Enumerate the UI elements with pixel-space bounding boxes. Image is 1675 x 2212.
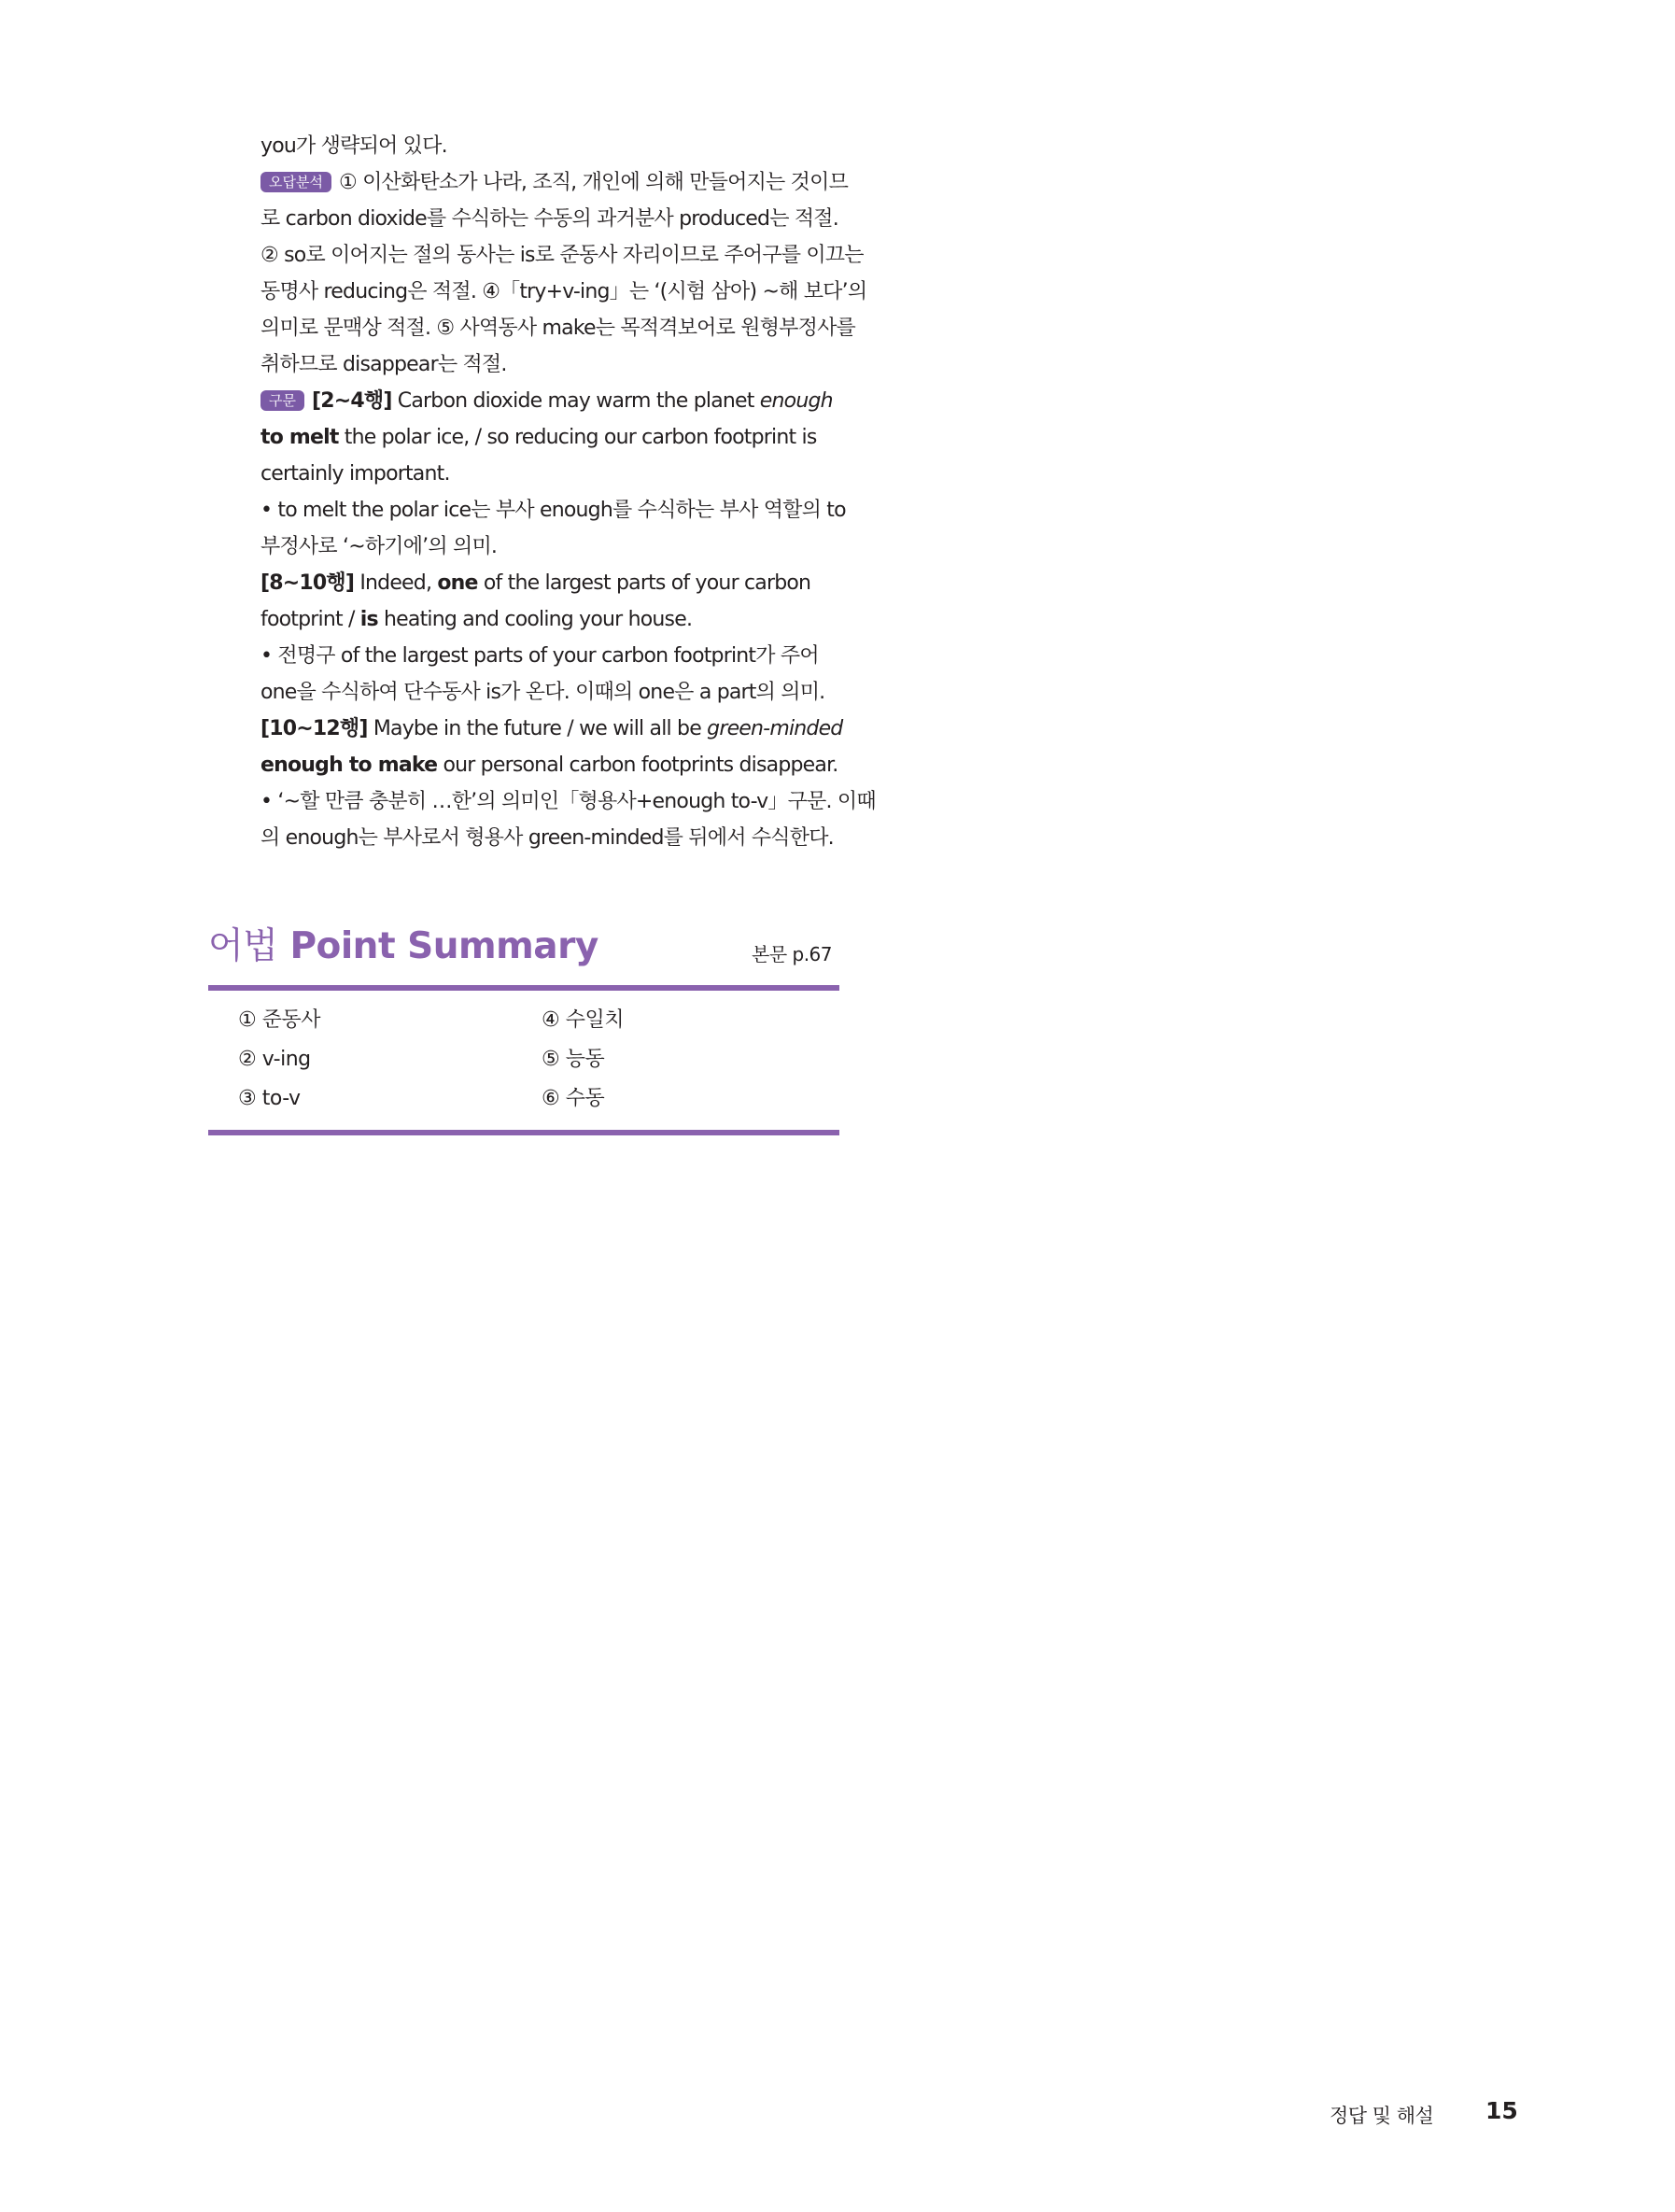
summary-item: ④ 수일치 (542, 1008, 624, 1032)
text: our personal carbon footprints disappear. (437, 754, 838, 777)
text: • to melt the polar ice는 부사 enough를 수식하는 부사 역할의 to (260, 499, 846, 522)
text-line (260, 164, 849, 201)
text: one을 수식하여 단수동사 is가 온다. 이때의 one은 a part의 의미. (260, 681, 825, 704)
grammar-point-summary (208, 924, 839, 1110)
text: enough to make (260, 754, 438, 777)
line-ref: [8~10행] (260, 571, 355, 595)
text: • 전명구 of the largest parts of your carbon footprint가 주어 (260, 644, 819, 668)
top-rule (208, 985, 839, 991)
text: ② so로 이어지는 절의 동사는 is로 준동사 자리이므로 주어구를 이끄는 (260, 244, 864, 267)
summary-item: ③ to-v (238, 1087, 301, 1110)
text-line (260, 528, 839, 565)
text-line (260, 674, 839, 711)
text-line (260, 783, 876, 820)
footer-label: 정답 및 해설 (1330, 2105, 1434, 2127)
text: 로 carbon dioxide를 수식하는 수동의 과거분사 produced는 적절. (260, 207, 838, 231)
text-line (260, 492, 846, 528)
summary-title-kr: 어법 (208, 925, 278, 967)
text-line (260, 383, 839, 419)
text-line (260, 310, 855, 346)
text: 의 enough는 부사로서 형용사 green-minded를 뒤에서 수식한다. (260, 826, 834, 850)
summary-item: ⑥ 수동 (542, 1087, 605, 1110)
page-number: 15 (1485, 2097, 1518, 2124)
text: to melt (260, 426, 339, 449)
line-ref: [10~12행] (260, 717, 368, 740)
text-line (260, 346, 839, 383)
text: one (437, 571, 478, 595)
text: 동명사 reducing은 적절. ④「try+v-ing」는 ‘(시험 삼아) ~해 보다’의 (260, 280, 867, 303)
text: of the largest parts of your carbon (477, 571, 811, 595)
text: the polar ice, / so reducing our carbon footprint is (338, 426, 817, 449)
text: Maybe in the future / we will all be (367, 717, 708, 740)
text: 부정사로 ‘~하기에’의 의미. (260, 535, 498, 558)
text: heating and cooling your house. (377, 608, 693, 631)
text: footprint / (260, 608, 360, 631)
text: 취하므로 disappear는 적절. (260, 353, 507, 376)
bottom-rule (208, 1130, 839, 1135)
text-line (260, 456, 839, 492)
text: enough (759, 389, 833, 413)
text-line (260, 237, 864, 274)
summary-item: ① 준동사 (238, 1008, 320, 1032)
text-line (260, 565, 839, 601)
text: Carbon dioxide may warm the planet (391, 389, 760, 413)
text-line (260, 711, 843, 747)
text-line (260, 201, 839, 237)
text-line (260, 638, 839, 674)
text-line (260, 601, 839, 638)
text: green-minded (707, 717, 843, 740)
text: Indeed, (354, 571, 438, 595)
text: you가 생략되어 있다. (260, 134, 447, 158)
explanation-block (260, 128, 876, 856)
summary-item: ⑤ 능동 (542, 1048, 605, 1071)
summary-title (208, 924, 839, 969)
text-line (260, 128, 839, 164)
text: ① 이산화탄소가 나라, 조직, 개인에 의해 만들어지는 것이므 (338, 171, 849, 194)
summary-title-en: Point Summary (289, 925, 598, 967)
text-line (260, 747, 839, 783)
text-line (260, 820, 839, 856)
text-line (260, 274, 867, 310)
page-reference: 본문 p.67 (752, 943, 832, 965)
text: 의미로 문맥상 적절. ⑤ 사역동사 make는 목적격보어로 원형부정사를 (260, 317, 855, 340)
wrong-answer-tag: 오답분석 (260, 172, 331, 192)
line-ref: [2~4행] (311, 389, 392, 413)
text-line (260, 419, 839, 456)
summary-item: ② v-ing (238, 1048, 311, 1071)
text: • ‘~할 만큼 충분히 …한’의 의미인「형용사+enough to-v」구문. 이때 (260, 790, 876, 813)
structure-tag: 구문 (260, 390, 304, 411)
text: is (359, 608, 378, 631)
text: certainly important. (260, 462, 450, 486)
